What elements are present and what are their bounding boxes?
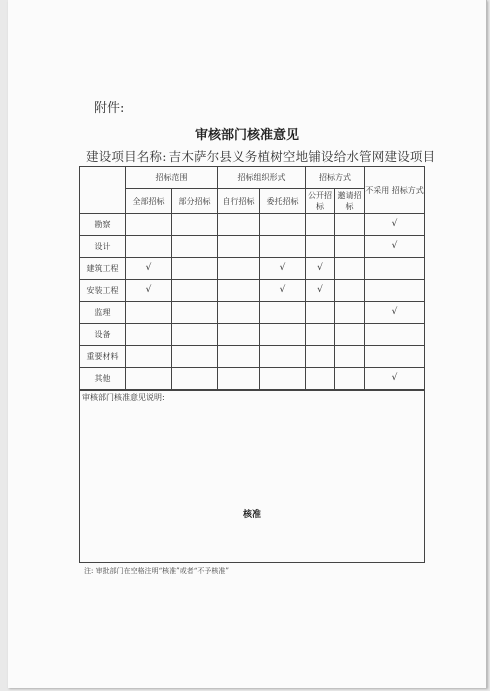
- subheader-partial: 部分招标: [172, 189, 218, 214]
- cell-full: √: [126, 258, 172, 280]
- cell-no-bid: √: [365, 214, 425, 236]
- row-label: 监理: [80, 302, 126, 324]
- cell-partial: [172, 302, 218, 324]
- cell-invite: [335, 346, 365, 368]
- cell-no-bid: √: [365, 236, 425, 258]
- opinion-label: 审核部门核准意见说明:: [82, 393, 165, 402]
- cell-invite: [335, 280, 365, 302]
- approval-table: [79, 166, 425, 390]
- attachment-label: 附件:: [94, 101, 125, 116]
- cell-partial: [172, 324, 218, 346]
- project-label: 建设项目名称:: [86, 149, 167, 164]
- cell-partial: [172, 214, 218, 236]
- table-row: [80, 302, 425, 324]
- cell-self: [218, 280, 260, 302]
- cell-full: [126, 236, 172, 258]
- page-title: 审核部门核准意见: [194, 128, 299, 143]
- cell-partial: [172, 280, 218, 302]
- table-row: [80, 368, 425, 390]
- header-scope: 招标范围: [126, 167, 218, 189]
- cell-entrust: √: [260, 280, 306, 302]
- cell-open: [306, 324, 335, 346]
- header-method: 招标方式: [306, 167, 365, 189]
- approval-text: 核准: [242, 510, 261, 520]
- table-row: [80, 258, 425, 280]
- cell-invite: [335, 324, 365, 346]
- cell-invite: [335, 368, 365, 390]
- cell-full: [126, 214, 172, 236]
- cell-partial: [172, 346, 218, 368]
- cell-invite: [335, 236, 365, 258]
- header-no-bid: 不采用 招标方式: [365, 167, 425, 214]
- cell-entrust: [260, 236, 306, 258]
- cell-open: [306, 236, 335, 258]
- cell-self: [218, 214, 260, 236]
- cell-no-bid: √: [365, 302, 425, 324]
- row-label: 安装工程: [80, 280, 126, 302]
- cell-open: [306, 302, 335, 324]
- row-label: 设备: [80, 324, 126, 346]
- cell-entrust: [260, 302, 306, 324]
- cell-self: [218, 346, 260, 368]
- row-label: 其他: [80, 368, 126, 390]
- row-label: 勘察: [80, 214, 126, 236]
- cell-full: [126, 302, 172, 324]
- cell-full: √: [126, 280, 172, 302]
- cell-entrust: [260, 324, 306, 346]
- row-label: 设计: [80, 236, 126, 258]
- project-name-line: [86, 147, 435, 165]
- opinion-box: [79, 390, 425, 563]
- cell-no-bid: √: [365, 368, 425, 390]
- cell-no-bid: [365, 346, 425, 368]
- cell-partial: [172, 258, 218, 280]
- cell-invite: [335, 302, 365, 324]
- cell-entrust: [260, 368, 306, 390]
- subheader-self: 自行招标: [218, 189, 260, 214]
- footnote: 注: 审批部门在空格注明“核准”或者“不予核准”: [84, 567, 229, 575]
- cell-entrust: √: [260, 258, 306, 280]
- cell-open: [306, 214, 335, 236]
- project-name: 吉木萨尔县义务植树空地铺设给水管网建设项目: [168, 149, 436, 164]
- table-row: [80, 280, 425, 302]
- table-row: [80, 346, 425, 368]
- table-row: [80, 324, 425, 346]
- cell-no-bid: [365, 324, 425, 346]
- cell-invite: [335, 258, 365, 280]
- cell-self: [218, 324, 260, 346]
- subheader-open: 公开招标: [306, 189, 335, 214]
- cell-entrust: [260, 214, 306, 236]
- cell-full: [126, 368, 172, 390]
- corner-cell: [80, 167, 126, 214]
- table-row: [80, 214, 425, 236]
- cell-self: [218, 302, 260, 324]
- subheader-full: 全部招标: [126, 189, 172, 214]
- cell-full: [126, 346, 172, 368]
- cell-invite: [335, 214, 365, 236]
- cell-self: [218, 258, 260, 280]
- cell-open: [306, 346, 335, 368]
- row-label: 重要材料: [80, 346, 126, 368]
- subheader-invite: 邀请招标: [335, 189, 365, 214]
- cell-open: [306, 368, 335, 390]
- cell-partial: [172, 236, 218, 258]
- cell-open: √: [306, 258, 335, 280]
- header-org-form: 招标组织形式: [218, 167, 306, 189]
- cell-no-bid: [365, 258, 425, 280]
- cell-no-bid: [365, 280, 425, 302]
- subheader-entrust: 委托招标: [260, 189, 306, 214]
- cell-full: [126, 324, 172, 346]
- cell-self: [218, 368, 260, 390]
- cell-self: [218, 236, 260, 258]
- cell-partial: [172, 368, 218, 390]
- cell-open: √: [306, 280, 335, 302]
- row-label: 建筑工程: [80, 258, 126, 280]
- cell-entrust: [260, 346, 306, 368]
- table-row: [80, 236, 425, 258]
